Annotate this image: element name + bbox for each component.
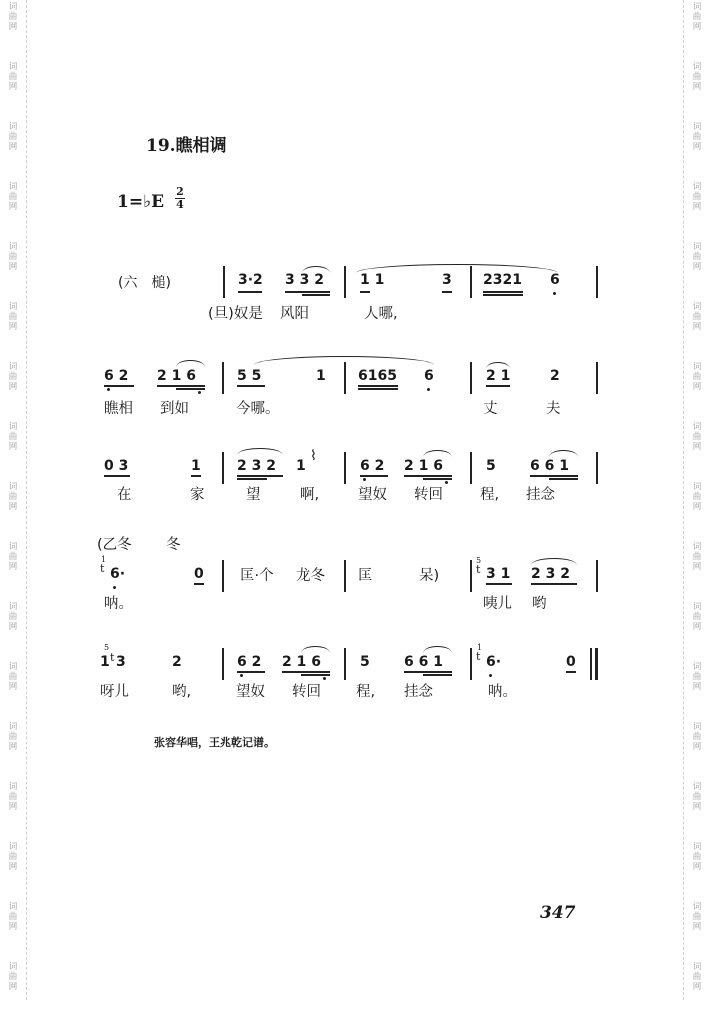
low-dot: [489, 674, 492, 677]
watermark-block: [0, 900, 26, 960]
note: 3 1: [486, 566, 511, 582]
watermark-char: 网: [8, 262, 18, 272]
watermark-char: 词: [8, 182, 18, 192]
watermark-char: 网: [8, 202, 18, 212]
barline: [222, 560, 224, 592]
watermark-char: 词: [692, 422, 702, 432]
low-dot: [427, 388, 430, 391]
watermark-block: [0, 300, 26, 360]
percussion: 冬: [166, 537, 181, 553]
underline: [302, 294, 330, 296]
barline: [470, 648, 472, 680]
watermark-char: 词: [692, 842, 702, 852]
note: 6 2: [360, 458, 385, 474]
slur: [302, 266, 330, 273]
watermark-char: 网: [692, 142, 702, 152]
slur: [486, 362, 510, 369]
watermark-char: 词: [692, 2, 702, 12]
underline: [237, 671, 265, 673]
watermark-block: [684, 480, 710, 540]
watermark-char: 曲: [692, 612, 702, 622]
watermark-char: 曲: [8, 672, 18, 682]
watermark-char: 曲: [8, 612, 18, 622]
lyric: 望奴: [358, 487, 387, 503]
watermark-char: 词: [8, 962, 18, 972]
watermark-char: 词: [8, 782, 18, 792]
watermark-char: 词: [8, 362, 18, 372]
underline: [104, 475, 130, 477]
note: 5: [360, 654, 370, 670]
watermark-char: 网: [8, 442, 18, 452]
watermark-char: 网: [8, 82, 18, 92]
watermark-char: 词: [692, 722, 702, 732]
slur: [549, 450, 578, 457]
note: 6 2: [237, 654, 262, 670]
note: 2 3 2: [531, 566, 570, 582]
note: 1: [296, 458, 306, 474]
note: 5: [486, 458, 496, 474]
lyric: 呀儿: [100, 684, 129, 700]
lyric: 到如: [160, 401, 189, 417]
watermark-char: 曲: [692, 372, 702, 382]
watermark-char: 网: [692, 982, 702, 992]
watermark-char: 网: [692, 202, 702, 212]
watermark-block: [684, 60, 710, 120]
lyric: 程,: [356, 684, 376, 700]
lyric: 挂念: [404, 684, 433, 700]
underline: [358, 388, 398, 390]
note: 0 3: [104, 458, 129, 474]
watermark-char: 曲: [692, 192, 702, 202]
watermark-left: [0, 0, 27, 1000]
watermark-char: 曲: [8, 792, 18, 802]
final-barline-thick: [595, 648, 598, 680]
watermark-char: 曲: [8, 192, 18, 202]
underline: [285, 291, 330, 293]
watermark-char: 曲: [8, 972, 18, 982]
watermark-char: 曲: [692, 792, 702, 802]
lyric: 在: [117, 487, 132, 503]
note: 2 1 6: [157, 368, 196, 384]
watermark-char: 词: [8, 2, 18, 12]
low-dot: [107, 388, 110, 391]
watermark-char: 曲: [8, 432, 18, 442]
ornament: t: [476, 650, 481, 663]
time-bottom: 4: [176, 198, 184, 211]
note: 0: [194, 566, 204, 582]
watermark-char: 网: [692, 742, 702, 752]
barline: [344, 362, 346, 394]
watermark-char: 曲: [692, 852, 702, 862]
lyric: 哟,: [172, 684, 192, 700]
watermark-char: 网: [8, 622, 18, 632]
barline: [344, 266, 346, 298]
note: 2321: [483, 272, 522, 288]
watermark-char: 词: [8, 302, 18, 312]
watermark-char: 词: [8, 62, 18, 72]
underline: [237, 478, 267, 480]
lyric: 望奴: [236, 684, 265, 700]
note: 1: [316, 368, 326, 384]
watermark-block: [0, 240, 26, 300]
watermark-block: [0, 480, 26, 540]
watermark-block: [0, 420, 26, 480]
low-dot: [323, 677, 326, 680]
watermark-block: [0, 0, 26, 60]
lyric: 今哪。: [236, 401, 280, 417]
watermark-char: 词: [8, 842, 18, 852]
watermark-block: [0, 960, 26, 1020]
watermark-char: 词: [8, 662, 18, 672]
underline: [237, 475, 283, 477]
watermark-char: 网: [692, 22, 702, 32]
note: 6 6 1: [530, 458, 569, 474]
watermark-block: [684, 720, 710, 780]
watermark-char: 词: [692, 662, 702, 672]
watermark-block: [0, 660, 26, 720]
percussion: 龙冬: [296, 568, 325, 584]
watermark-block: [684, 240, 710, 300]
barline: [222, 648, 224, 680]
barline: [470, 560, 472, 592]
grace-note: 1: [477, 643, 483, 652]
watermark-char: 网: [692, 322, 702, 332]
watermark-right: [683, 0, 710, 1000]
watermark-block: [0, 540, 26, 600]
lyric: 丈: [483, 401, 498, 417]
watermark-char: 词: [8, 722, 18, 732]
barline: [596, 452, 598, 484]
watermark-char: 曲: [692, 312, 702, 322]
percussion: 呆): [419, 568, 440, 584]
watermark-char: 曲: [692, 72, 702, 82]
barline: [470, 452, 472, 484]
lyric: 啊,: [300, 487, 320, 503]
underline: [358, 385, 398, 387]
watermark-char: 网: [692, 382, 702, 392]
note: 6165: [358, 368, 397, 384]
low-dot: [553, 292, 556, 295]
lyric: 瞧相: [104, 401, 133, 417]
underline: [566, 671, 576, 673]
watermark-char: 网: [692, 562, 702, 572]
underline: [549, 478, 578, 480]
low-dot: [113, 586, 116, 589]
watermark-char: 网: [692, 442, 702, 452]
watermark-char: 网: [8, 862, 18, 872]
watermark-block: [684, 600, 710, 660]
watermark-char: 曲: [8, 252, 18, 262]
lyric: 转回: [292, 684, 321, 700]
watermark-char: 词: [692, 302, 702, 312]
slur: [237, 448, 283, 455]
watermark-block: [0, 120, 26, 180]
watermark-block: [0, 780, 26, 840]
watermark-block: [0, 600, 26, 660]
note: 3 3 2: [285, 272, 324, 288]
watermark-block: [684, 960, 710, 1020]
final-barline-thin: [590, 648, 592, 680]
watermark-char: 曲: [692, 12, 702, 22]
underline: [176, 388, 205, 390]
barline: [344, 648, 346, 680]
watermark-char: 词: [8, 422, 18, 432]
note: 2 3 2: [237, 458, 276, 474]
watermark-block: [684, 660, 710, 720]
underline: [423, 478, 452, 480]
watermark-block: [684, 900, 710, 960]
watermark-char: 网: [692, 862, 702, 872]
watermark-char: 网: [8, 322, 18, 332]
underline: [360, 475, 388, 477]
barline: [470, 362, 472, 394]
watermark-char: 曲: [8, 552, 18, 562]
watermark-char: 词: [692, 902, 702, 912]
underline: [404, 475, 452, 477]
watermark-char: 词: [692, 242, 702, 252]
watermark-char: 网: [8, 802, 18, 812]
note: 2 1 6: [404, 458, 443, 474]
watermark-char: 曲: [8, 372, 18, 382]
note: 6: [550, 272, 560, 288]
watermark-block: [684, 0, 710, 60]
grace-note: 5: [476, 556, 482, 565]
lyric: 转回: [414, 487, 443, 503]
watermark-char: 网: [692, 802, 702, 812]
watermark-char: 词: [692, 602, 702, 612]
underline: [157, 385, 205, 387]
underline: [104, 385, 134, 387]
watermark-char: 词: [692, 122, 702, 132]
watermark-block: [684, 420, 710, 480]
note: 2 1: [486, 368, 511, 384]
ornament: t: [100, 562, 105, 575]
song-title: 19.瞧相调: [146, 136, 227, 156]
slur: [176, 360, 205, 367]
note: 1: [191, 458, 201, 474]
note: 2: [550, 368, 560, 384]
lyric: 风阳: [280, 306, 309, 322]
lyric: 挂念: [526, 487, 555, 503]
watermark-block: [684, 540, 710, 600]
page-number: 347: [540, 903, 576, 923]
watermark-char: 网: [692, 922, 702, 932]
credit-line: 张容华唱，王兆乾记谱。: [154, 736, 275, 749]
slur: [531, 558, 577, 565]
watermark-char: 网: [8, 382, 18, 392]
watermark-char: 网: [8, 502, 18, 512]
note: (六 槌): [118, 275, 171, 291]
underline: [486, 583, 512, 585]
note: 6 6 1: [404, 654, 443, 670]
watermark-char: 网: [8, 562, 18, 572]
percussion: 匡·个: [240, 568, 274, 584]
watermark-char: 曲: [8, 12, 18, 22]
watermark-char: 词: [8, 122, 18, 132]
underline: [194, 583, 204, 585]
note: 3: [442, 272, 452, 288]
slur: [423, 646, 452, 653]
lyric: 程,: [480, 487, 500, 503]
note: 6: [424, 368, 434, 384]
watermark-char: 曲: [692, 132, 702, 142]
note: 1 1: [360, 272, 385, 288]
underline: [282, 671, 330, 673]
watermark-block: [0, 840, 26, 900]
note: 6 2: [104, 368, 129, 384]
grace-note: 5: [104, 643, 110, 652]
barline: [222, 362, 224, 394]
watermark-char: 曲: [692, 552, 702, 562]
note: 3·2: [238, 272, 263, 288]
underline: [423, 674, 452, 676]
percussion: (乙冬: [97, 537, 132, 553]
watermark-char: 曲: [692, 912, 702, 922]
low-dot: [363, 478, 366, 481]
underline: [301, 674, 330, 676]
watermark-char: 网: [8, 22, 18, 32]
lyric: (旦)奴是: [208, 306, 263, 322]
watermark-char: 词: [8, 602, 18, 612]
watermark-char: 词: [692, 482, 702, 492]
watermark-char: 曲: [692, 432, 702, 442]
underline: [530, 475, 578, 477]
watermark-char: 网: [8, 682, 18, 692]
watermark-block: [0, 180, 26, 240]
watermark-char: 词: [692, 62, 702, 72]
underline: [191, 475, 201, 477]
underline: [238, 291, 262, 293]
lyric: 夫: [546, 401, 561, 417]
ornament: t: [110, 651, 115, 664]
underline: [237, 385, 265, 387]
note: 2: [172, 654, 182, 670]
watermark-char: 词: [692, 362, 702, 372]
percussion: 匡: [358, 568, 373, 584]
watermark-block: [684, 840, 710, 900]
watermark-block: [684, 300, 710, 360]
watermark-char: 曲: [8, 852, 18, 862]
watermark-char: 网: [8, 742, 18, 752]
watermark-char: 网: [692, 682, 702, 692]
underline: [483, 291, 523, 293]
underline: [442, 291, 452, 293]
barline: [596, 560, 598, 592]
barline: [596, 362, 598, 394]
underline: [404, 671, 452, 673]
watermark-char: 词: [8, 482, 18, 492]
slur: [423, 450, 452, 457]
watermark-char: 曲: [8, 732, 18, 742]
watermark-char: 词: [8, 242, 18, 252]
watermark-char: 词: [692, 182, 702, 192]
barline: [344, 560, 346, 592]
underline: [531, 583, 577, 585]
glissando-mark: ⌇: [310, 448, 317, 464]
watermark-block: [684, 780, 710, 840]
watermark-char: 词: [8, 902, 18, 912]
lyric: 哟: [532, 596, 547, 612]
watermark-char: 曲: [8, 912, 18, 922]
low-dot: [198, 391, 201, 394]
watermark-block: [684, 120, 710, 180]
watermark-block: [684, 180, 710, 240]
watermark-char: 词: [692, 782, 702, 792]
watermark-char: 词: [692, 962, 702, 972]
watermark-char: 词: [692, 542, 702, 552]
note: 3: [116, 654, 126, 670]
tie: [356, 264, 558, 273]
lyric: 咦儿: [483, 596, 512, 612]
watermark-char: 网: [8, 142, 18, 152]
barline: [222, 452, 224, 484]
underline: [483, 294, 523, 296]
note: 6·: [486, 654, 502, 670]
lyric: 呐。: [488, 684, 517, 700]
slur: [301, 646, 330, 653]
grace-note: 1: [101, 555, 107, 564]
note: 2 1 6: [282, 654, 321, 670]
note: 6·: [110, 566, 126, 582]
watermark-char: 网: [692, 262, 702, 272]
watermark-char: 曲: [8, 72, 18, 82]
watermark-block: [684, 360, 710, 420]
low-dot: [445, 481, 448, 484]
watermark-char: 曲: [8, 492, 18, 502]
barline: [223, 266, 225, 298]
lyric: 呐。: [104, 596, 133, 612]
lyric: 家: [190, 487, 205, 503]
barline: [596, 266, 598, 298]
watermark-block: [0, 720, 26, 780]
watermark-char: 网: [8, 922, 18, 932]
watermark-char: 曲: [692, 252, 702, 262]
key-signature: 1=♭E: [117, 192, 165, 212]
barline: [470, 266, 472, 298]
lyric: 人哪,: [364, 306, 398, 322]
lyric: 望: [246, 487, 261, 503]
ornament: t: [476, 563, 481, 576]
low-dot: [240, 674, 243, 677]
underline: [486, 385, 510, 387]
watermark-char: 曲: [692, 492, 702, 502]
watermark-block: [0, 60, 26, 120]
time-top: 2: [176, 185, 184, 198]
watermark-char: 曲: [692, 672, 702, 682]
note: 5 5: [237, 368, 262, 384]
watermark-char: 网: [692, 82, 702, 92]
note: 1: [100, 654, 110, 670]
watermark-char: 网: [692, 622, 702, 632]
watermark-char: 网: [8, 982, 18, 992]
underline: [360, 291, 370, 293]
watermark-block: [0, 360, 26, 420]
watermark-char: 曲: [692, 972, 702, 982]
watermark-char: 曲: [8, 132, 18, 142]
watermark-char: 曲: [8, 312, 18, 322]
time-signature: [174, 186, 186, 211]
watermark-char: 网: [692, 502, 702, 512]
barline: [344, 452, 346, 484]
note: 0: [566, 654, 576, 670]
watermark-char: 曲: [692, 732, 702, 742]
watermark-char: 词: [8, 542, 18, 552]
